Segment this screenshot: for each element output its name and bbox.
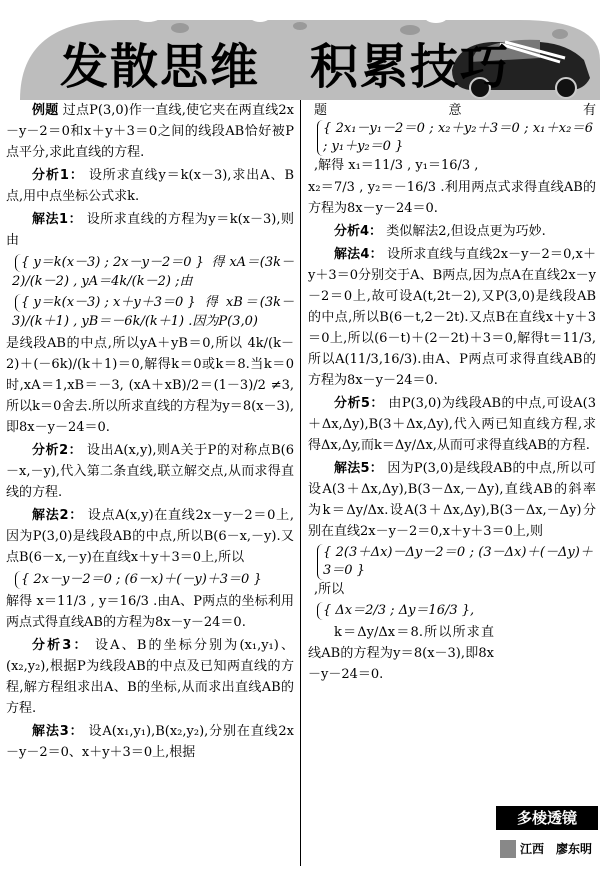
solution2-result: 解得 x＝11/3 , y＝16/3 .由A、P两点的坐标利用两点式得直线AB的方程为8x－y－24＝0. — [6, 594, 294, 630]
page-title: 发散思维 积累技巧 — [60, 39, 511, 95]
example-text: 过点P(3,0)作一直线,使它夹在两直线2x－y－2＝0和x＋y＋3＝0之间的线段AB恰好被P点平分,求此直线的方程. — [6, 103, 294, 160]
solution1-text1: 设所求直线的方程为y＝k(x－3),则由 — [6, 212, 294, 248]
analysis1-paragraph — [6, 165, 294, 207]
solution3-cont1: 题意有 — [314, 103, 596, 118]
analysis2-label: 分析2： — [32, 443, 83, 458]
solution5-paragraph — [308, 458, 596, 542]
solution4-label: 解法4： — [334, 247, 383, 262]
analysis5-text: 由P(3,0)为线段AB的中点,可设A(3＋Δx,Δy),B(3＋Δx,Δy),代入两已知直线方程,求得Δx,Δy,而k＝Δy/Δx,从而可求得直线AB的方程. — [308, 396, 596, 453]
solution1-label: 解法1： — [32, 212, 83, 227]
solution1-result2: 得 xB＝(3k－3)/(k＋1) , yB＝－6k/(k＋1) .因为P(3,0) — [12, 295, 294, 329]
analysis5-label: 分析5： — [334, 396, 384, 411]
solution2-paragraph — [6, 505, 294, 568]
byline-mark — [500, 840, 516, 858]
solution3-system: { 2x₁－y₁－2＝0 ; x₂＋y₂＋3＝0 ; x₁＋x₂＝6 ; y₁＋y₂＝0 } — [317, 120, 593, 156]
solution3-paragraph — [6, 721, 294, 763]
column-name: 多棱透镜 — [496, 806, 598, 830]
solution2-equation — [6, 570, 294, 589]
example-paragraph — [6, 100, 294, 163]
example-label: 例题 — [32, 103, 59, 118]
solution5-label: 解法5： — [334, 461, 383, 476]
analysis1-label: 分析1： — [32, 168, 84, 183]
solution3-label: 解法3： — [32, 724, 84, 739]
analysis1-text: 设所求直线y＝k(x－3),求出A、B点,用中点坐标公式求k. — [6, 168, 294, 204]
solution3-equation — [308, 101, 596, 175]
analysis4-text: 类似解法2,但设点更为巧妙. — [386, 224, 546, 239]
analysis2-paragraph — [6, 440, 294, 503]
page-header — [0, 0, 600, 100]
solution2-text1: 设点A(x,y)在直线2x－y－2＝0上,因为P(3,0)是线段AB的中点,所以B(6－x,－y).又点B(6－x,－y)在直线x＋y＋3＝0上,所以 — [6, 508, 294, 565]
solution5-text1: 因为P(3,0)是线段AB的中点,所以可设A(3＋Δx,Δy),B(3－Δx,－Δy),直线AB的斜率为k＝Δy/Δx.设A(3＋Δx,Δy),B(3－Δx,－Δy)分别在直线2x－y－2＝0,x＋y＋3＝0上,则 — [308, 461, 596, 539]
solution4-text: 设所求直线与直线2x－y－2＝0,x＋y＋3＝0分别交于A、B两点,因为点A在直线2x－y－2＝0上,故可设A(t,2t－2),又P(3,0)是线段AB的中点,所以B(6－t,2－2t).又点B在直线x＋y＋3＝0上,所以(6－t)＋(2－2t)＋3＝0,解得t＝11/3,所以A(11/3,16/3).由A、P两点可求得直线AB的方程为8x－y－24＝0. — [308, 247, 596, 388]
analysis5-paragraph — [308, 393, 596, 456]
solution2-system: { 2x－y－2＝0 ; (6－x)＋(－y)＋3＝0 } — [15, 571, 262, 589]
solution2-label: 解法2： — [32, 508, 83, 523]
solution5-result: { Δx＝2/3 ; Δy＝16/3 }, — [317, 602, 474, 620]
solution3-result2: x₂＝7/3 , y₂＝－16/3 .利用两点式求得直线AB的方程为8x－y－24＝0. — [308, 180, 596, 216]
solution1-paragraph — [6, 209, 294, 251]
solution5-equation — [308, 544, 596, 599]
solution3-result: ,解得 x₁＝11/3 , y₁＝16/3 , — [314, 158, 479, 173]
solution5-result-block — [308, 601, 596, 620]
solution1-system1: { y＝k(x－3) ; 2x－y－2＝0 } — [15, 254, 204, 272]
analysis2-text: 设出A(x,y),则A关于P的对称点B(6－x,－y),代入第二条直线,联立解交点,从而求得直线的方程. — [6, 443, 294, 500]
solution5-system: { 2(3＋Δx)－Δy－2＝0 ; (3－Δx)＋(－Δy)＋3＝0 } — [317, 544, 593, 580]
byline: 江西 廖东明 — [520, 842, 593, 856]
right-column — [308, 100, 596, 868]
solution1-system2: { y＝k(x－3) ; x＋y＋3＝0 } — [15, 294, 196, 312]
solution5-text2: k＝Δy/Δx＝8.所以所求直线AB的方程为y＝8(x－3),即8x－y－24＝0. — [308, 625, 494, 682]
solution1-text2: 是线段AB的中点,所以yA＋yB＝0,所以 4k/(k－2)＋(－6k)/(k＋1)＝0,解得k＝0或k＝8.当k＝0时,xA＝1,xB＝－3, (xA＋xB)/2＝(1－3)/2 ≠3,所以k＝0舍去.所以所求直线的方程为y＝8(x－3),即8x－y－24＝0. — [6, 336, 294, 435]
analysis4-paragraph — [308, 221, 596, 242]
solution3-text: 设A(x₁,y₁),B(x₂,y₂),分别在直线2x－y－2＝0、x＋y＋3＝0上,根据 — [6, 724, 294, 760]
solution1-result1: 得 xA＝(3k－2)/(k－2) , yA＝4k/(k－2) ;由 — [12, 255, 294, 289]
solution5-cont: ,所以 — [314, 582, 345, 597]
left-column — [6, 100, 294, 868]
analysis3-paragraph — [6, 635, 294, 719]
analysis3-label: 分析3： — [32, 638, 89, 653]
analysis4-label: 分析4： — [334, 224, 383, 239]
solution4-paragraph — [308, 244, 596, 391]
analysis3-text: 设A、B的坐标分别为(x₁,y₁)、(x₂,y₂),根据P为线段AB的中点及已知两直线的方程,解方程组求出A、B的坐标,从而求出直线AB的方程. — [6, 638, 294, 716]
solution1-equation1 — [6, 253, 294, 291]
solution1-equation2 — [6, 293, 294, 331]
column-divider — [300, 100, 301, 866]
